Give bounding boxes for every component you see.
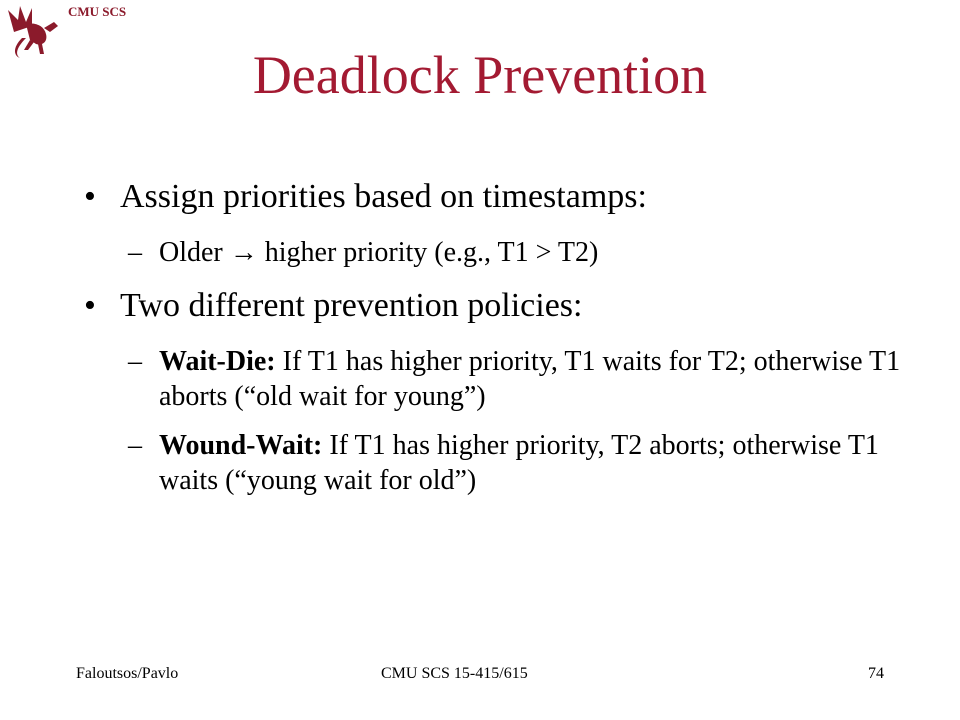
bullet-mark: •	[84, 287, 96, 324]
sub-bullet-item	[128, 428, 924, 498]
footer-course: CMU SCS 15-415/615	[381, 665, 528, 682]
bullet-text: Two different prevention policies:	[120, 287, 583, 324]
sub-bullet-item	[128, 344, 924, 414]
bullet-mark: •	[84, 178, 96, 215]
org-label: CMU SCS	[68, 4, 127, 19]
sub-bullet-mark: –	[128, 237, 142, 268]
slide-title: Deadlock Prevention	[252, 45, 708, 105]
slide-body	[84, 175, 924, 512]
bullet-item	[84, 175, 924, 219]
policy-description: If T1 has higher priority, T1 waits for T2; otherwise T1 aborts (“old wait for young”)	[159, 346, 901, 412]
bullet-text: Assign priorities based on timestamps:	[120, 178, 647, 215]
sub-bullet-mark: –	[128, 430, 142, 461]
sub-bullet-item	[128, 235, 924, 270]
footer-authors: Faloutsos/Pavlo	[76, 665, 179, 682]
policy-term: Wound-Wait:	[159, 430, 323, 461]
policy-term: Wait-Die:	[159, 346, 276, 377]
sub-bullet-mark: –	[128, 346, 142, 377]
bullet-item	[84, 284, 924, 328]
policy-description: If T1 has higher priority, T2 aborts; otherwise T1 waits (“young wait for old”)	[159, 430, 879, 496]
page-number: 74	[868, 665, 884, 682]
sub-bullet-text: Older → higher priority (e.g., T1 > T2)	[159, 237, 599, 268]
